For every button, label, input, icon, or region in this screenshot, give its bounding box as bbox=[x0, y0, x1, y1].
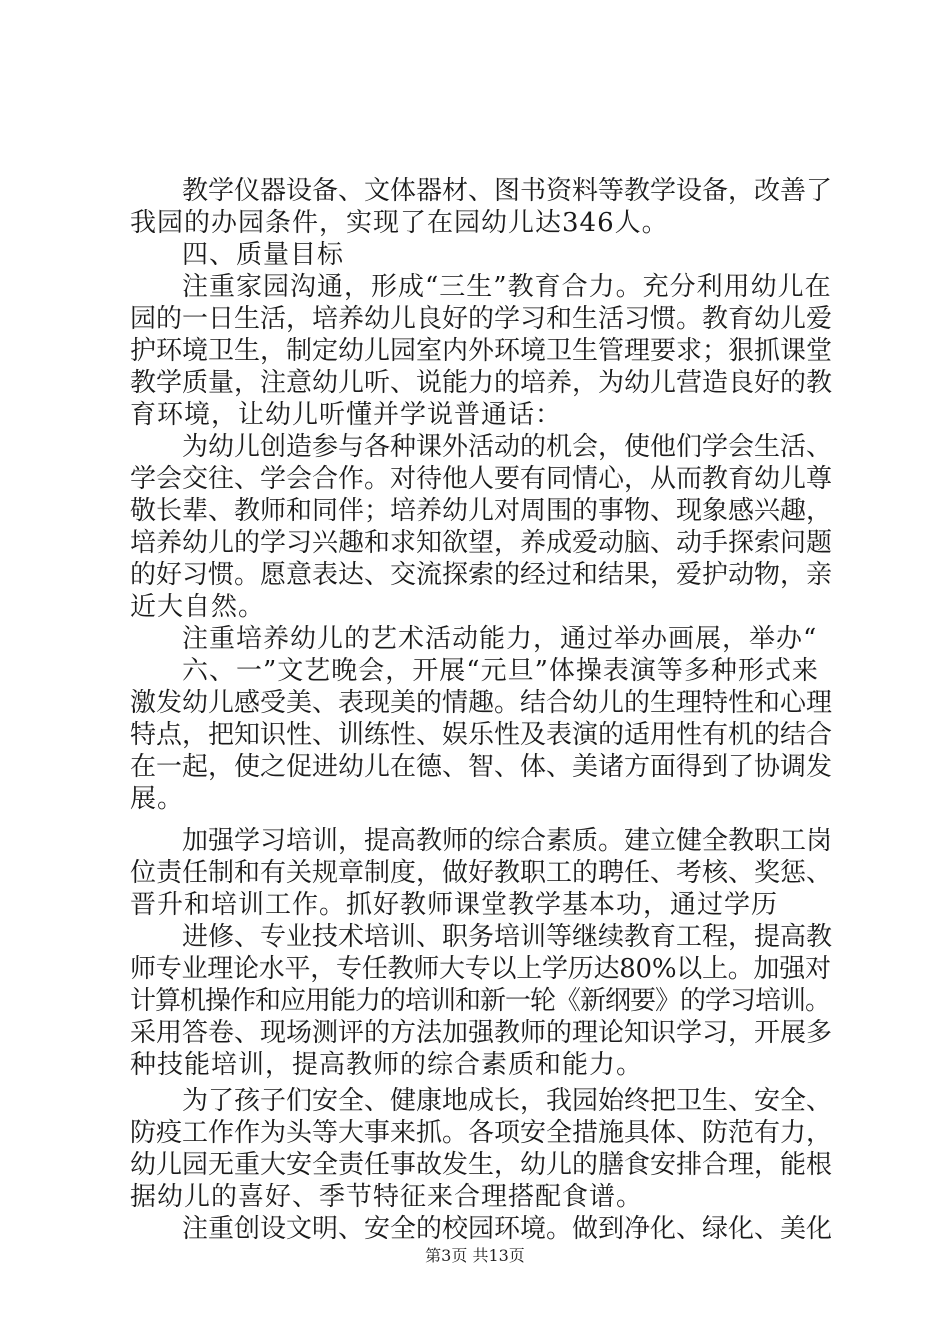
text-line: 幼儿园无重大安全责任事故发生，幼儿的膳食安排合理，能根 bbox=[130, 1150, 833, 1180]
text-line: 晋升和培训工作。抓好教师课堂教学基本功，通过学历 bbox=[130, 890, 779, 920]
text-line: 育环境，让幼儿听懂并学说普通话： bbox=[130, 400, 563, 430]
text-line: 进修、专业技术培训、职务培训等继续教育工程，提高教 bbox=[182, 922, 833, 952]
text-line: 加强学习培训，提高教师的综合素质。建立健全教职工岗 bbox=[182, 826, 833, 856]
text-line: 特点，把知识性、训练性、娱乐性及表演的适用性有机的结合 bbox=[130, 720, 833, 750]
text-line: 为幼儿创造参与各种课外活动的机会，使他们学会生活、 bbox=[182, 432, 833, 462]
text-line: 师专业理论水平，专任教师大专以上学历达80%以上。加强对 bbox=[130, 954, 831, 984]
text-line: 注重创设文明、安全的校园环境。做到净化、绿化、美化 bbox=[182, 1214, 833, 1244]
text-line: 据幼儿的喜好、季节特征来合理搭配食谱。 bbox=[130, 1182, 644, 1212]
text-line: 培养幼儿的学习兴趣和求知欲望，养成爱动脑、动手探索问题 bbox=[130, 528, 833, 558]
text-line: 采用答卷、现场测评的方法加强教师的理论知识学习，开展多 bbox=[130, 1018, 833, 1048]
text-line: 我园的办园条件，实现了在园幼儿达346人。 bbox=[130, 208, 669, 238]
text-line: 六、一”文艺晚会，开展“元旦”体操表演等多种形式来 bbox=[182, 656, 819, 686]
text-line: 位责任制和有关规章制度，做好教职工的聘任、考核、奖惩、 bbox=[130, 858, 833, 888]
text-line: 教学仪器设备、文体器材、图书资料等教学设备，改善了 bbox=[182, 176, 833, 206]
text-line: 激发幼儿感受美、表现美的情趣。结合幼儿的生理特性和心理 bbox=[130, 688, 833, 718]
text-line: 计算机操作和应用能力的培训和新一轮《新纲要》的学习培训。 bbox=[130, 986, 831, 1016]
section-heading: 四、质量目标 bbox=[182, 240, 345, 270]
text-line: 护环境卫生，制定幼儿园室内外环境卫生管理要求；狠抓课堂 bbox=[130, 336, 833, 366]
text-line: 园的一日生活，培养幼儿良好的学习和生活习惯。教育幼儿爱 bbox=[130, 304, 833, 334]
text-line: 注重培养幼儿的艺术活动能力，通过举办画展，举办“ bbox=[182, 624, 818, 654]
text-line: 的好习惯。愿意表达、交流探索的经过和结果，爱护动物，亲 bbox=[130, 560, 833, 590]
text-line: 防疫工作作为头等大事来抓。各项安全措施具体、防范有力， bbox=[130, 1118, 833, 1148]
text-line: 注重家园沟通，形成“三生”教育合力。充分利用幼儿在 bbox=[182, 272, 832, 302]
text-line: 教学质量，注意幼儿听、说能力的培养，为幼儿营造良好的教 bbox=[130, 368, 833, 398]
text-line: 展。 bbox=[130, 784, 185, 814]
page-number-footer: 第3页 共13页 bbox=[425, 1246, 525, 1265]
text-line: 学会交往、学会合作。对待他人要有同情心，从而教育幼儿尊 bbox=[130, 464, 833, 494]
text-line: 种技能培训，提高教师的综合素质和能力。 bbox=[130, 1050, 644, 1080]
text-line: 近大自然。 bbox=[130, 592, 266, 622]
text-line: 敬长辈、教师和同伴；培养幼儿对周围的事物、现象感兴趣， bbox=[130, 496, 833, 526]
text-line: 在一起，使之促进幼儿在德、智、体、美诸方面得到了协调发 bbox=[130, 752, 833, 782]
text-line: 为了孩子们安全、健康地成长，我园始终把卫生、安全、 bbox=[182, 1086, 833, 1116]
